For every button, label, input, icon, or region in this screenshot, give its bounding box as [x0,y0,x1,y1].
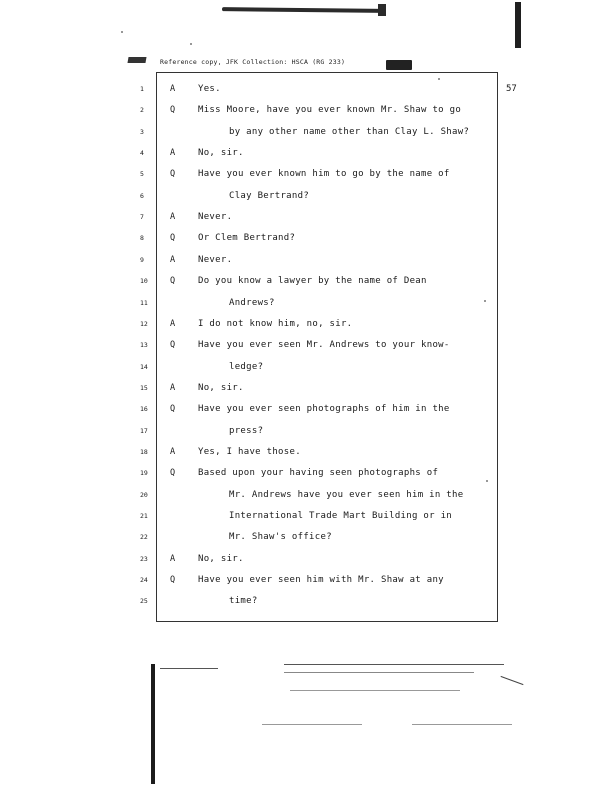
line-number: 3 [140,128,144,136]
transcript-line-text: by any other name other than Clay L. Shaw? [229,127,470,137]
transcript-line-text: Mr. Andrews have you ever seen him in the [229,490,464,500]
line-number: 17 [140,427,148,435]
header-redaction-right [386,60,412,70]
transcript-line-text: Never. [198,212,233,222]
reference-header: Reference copy, JFK Collection: HSCA (RG 233) [160,58,346,66]
speaker-label: A [170,255,176,265]
scan-footer-streak [262,724,362,725]
scan-footer-streak [284,664,504,665]
speaker-label: Q [170,233,176,243]
speaker-label: Q [170,105,176,115]
speaker-label: Q [170,404,176,414]
transcript-line-text: International Trade Mart Building or in [229,511,453,521]
transcript-line-text: press? [229,426,264,436]
line-number: 9 [140,256,144,264]
line-number: 15 [140,384,148,392]
transcript-line-text: I do not know him, no, sir. [198,319,353,329]
transcript-line-text: No, sir. [198,383,244,393]
scan-footer-streak [284,672,474,673]
line-number: 14 [140,363,148,371]
line-number: 19 [140,469,148,477]
transcript-line-text: time? [229,596,258,606]
transcript-line-text: Yes, I have those. [198,447,301,457]
line-number: 10 [140,277,148,285]
scan-footer-bar [151,664,155,784]
transcript-line-text: Yes. [198,84,221,94]
scan-smudge-top [222,7,384,13]
line-number: 5 [140,170,144,178]
scan-edge-bar [515,2,521,48]
line-number: 18 [140,448,148,456]
transcript-line-text: No, sir. [198,554,244,564]
transcript-line-text: Or Clem Bertrand? [198,233,296,243]
line-number: 4 [140,149,144,157]
transcript-line-text: Based upon your having seen photographs of [198,468,439,478]
transcript-line-text: No, sir. [198,148,244,158]
header-redaction-left [127,57,146,63]
speaker-label: Q [170,575,176,585]
line-number: 25 [140,597,148,605]
speaker-label: Q [170,169,176,179]
scan-speck [484,300,486,302]
scan-speck [190,43,192,45]
speaker-label: A [170,447,176,457]
transcript-line-text: Have you ever seen Mr. Andrews to your know- [198,340,450,350]
line-number: 16 [140,405,148,413]
line-number: 8 [140,234,144,242]
line-number: 7 [140,213,144,221]
scan-speck [121,31,123,33]
scan-speck [486,480,488,482]
transcript-line-text: Have you ever seen photographs of him in the [198,404,450,414]
transcript-line-text: Clay Bertrand? [229,191,310,201]
speaker-label: A [170,212,176,222]
line-number: 11 [140,299,148,307]
scan-footer-streak [160,668,218,669]
transcript-line-text: Have you ever known him to go by the name of [198,169,450,179]
scan-footer-streak [290,690,460,691]
transcript-line-text: Andrews? [229,298,275,308]
speaker-label: Q [170,340,176,350]
transcript-line-text: Mr. Shaw's office? [229,532,332,542]
transcript-line-text: Have you ever seen him with Mr. Shaw at any [198,575,444,585]
line-number: 2 [140,106,144,114]
transcript-line-text: Never. [198,255,233,265]
speaker-label: A [170,554,176,564]
scan-footer-streak [412,724,512,725]
transcript-line-text: Miss Moore, have you ever known Mr. Shaw to go [198,105,462,115]
speaker-label: Q [170,276,176,286]
line-number: 22 [140,533,148,541]
speaker-label: A [170,319,176,329]
speaker-label: Q [170,468,176,478]
line-number: 20 [140,491,148,499]
scan-footer-streak [501,676,524,685]
transcript-line-text: ledge? [229,362,264,372]
transcript-line-text: Do you know a lawyer by the name of Dean [198,276,427,286]
line-number: 21 [140,512,148,520]
line-number: 24 [140,576,148,584]
speaker-label: A [170,383,176,393]
scan-smudge-top-end [378,4,386,16]
line-number: 12 [140,320,148,328]
speaker-label: A [170,148,176,158]
page-number: 57 [506,84,517,94]
line-number: 1 [140,85,144,93]
line-number: 23 [140,555,148,563]
line-number: 13 [140,341,148,349]
scan-speck [438,78,440,80]
speaker-label: A [170,84,176,94]
line-number: 6 [140,192,144,200]
